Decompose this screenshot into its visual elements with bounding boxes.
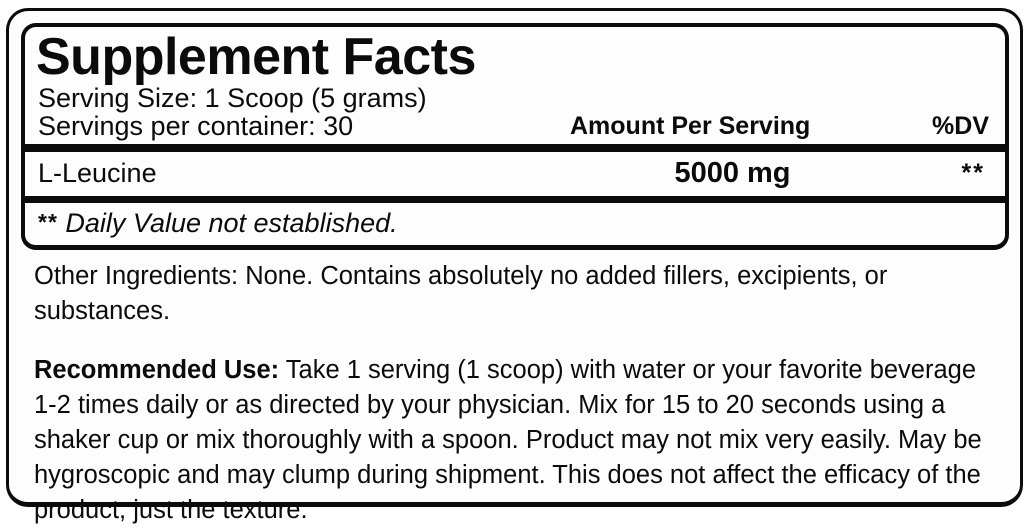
footnote-asterisks: ** bbox=[38, 209, 58, 235]
recommended-use-label: Recommended Use: bbox=[34, 356, 280, 384]
dv-footnote bbox=[25, 203, 1005, 245]
footnote-text: Daily Value not established. bbox=[65, 208, 398, 238]
recommended-use-paragraph bbox=[34, 353, 996, 528]
recommended-use-text: Take 1 serving (1 scoop) with water or your favorite beverage 1-2 times daily or as directed by your physician. Mix for 15 to 20 seconds using a shaker cup or mix thoroughly with a spoon. Product may not mix very easily. May be hygroscopic and may clump during shipment. This does not affect the efficacy of the product, just the texture. bbox=[34, 356, 982, 524]
supplement-label bbox=[6, 8, 1023, 524]
supplement-facts-title: Supplement Facts bbox=[36, 28, 476, 86]
divider-thick-bottom bbox=[25, 196, 1005, 203]
supplement-facts-panel bbox=[21, 23, 1009, 250]
nutrient-name: L-Leucine bbox=[38, 158, 157, 188]
other-ingredients-paragraph: Other Ingredients: None. Contains absolutely no added fillers, excipients, or substances. bbox=[34, 262, 888, 325]
percent-dv-header: %DV bbox=[932, 112, 989, 140]
serving-size-line: Serving Size: 1 Scoop (5 grams) bbox=[38, 83, 427, 113]
amount-per-serving-header: Amount Per Serving bbox=[570, 112, 811, 140]
nutrient-amount: 5000 mg bbox=[674, 157, 791, 189]
servings-per-container-line: Servings per container: 30 bbox=[38, 111, 354, 141]
divider-thick-top bbox=[25, 144, 1005, 152]
facts-header-row bbox=[25, 112, 1005, 140]
nutrient-row bbox=[25, 152, 1005, 196]
nutrient-dv: ** bbox=[961, 159, 985, 187]
